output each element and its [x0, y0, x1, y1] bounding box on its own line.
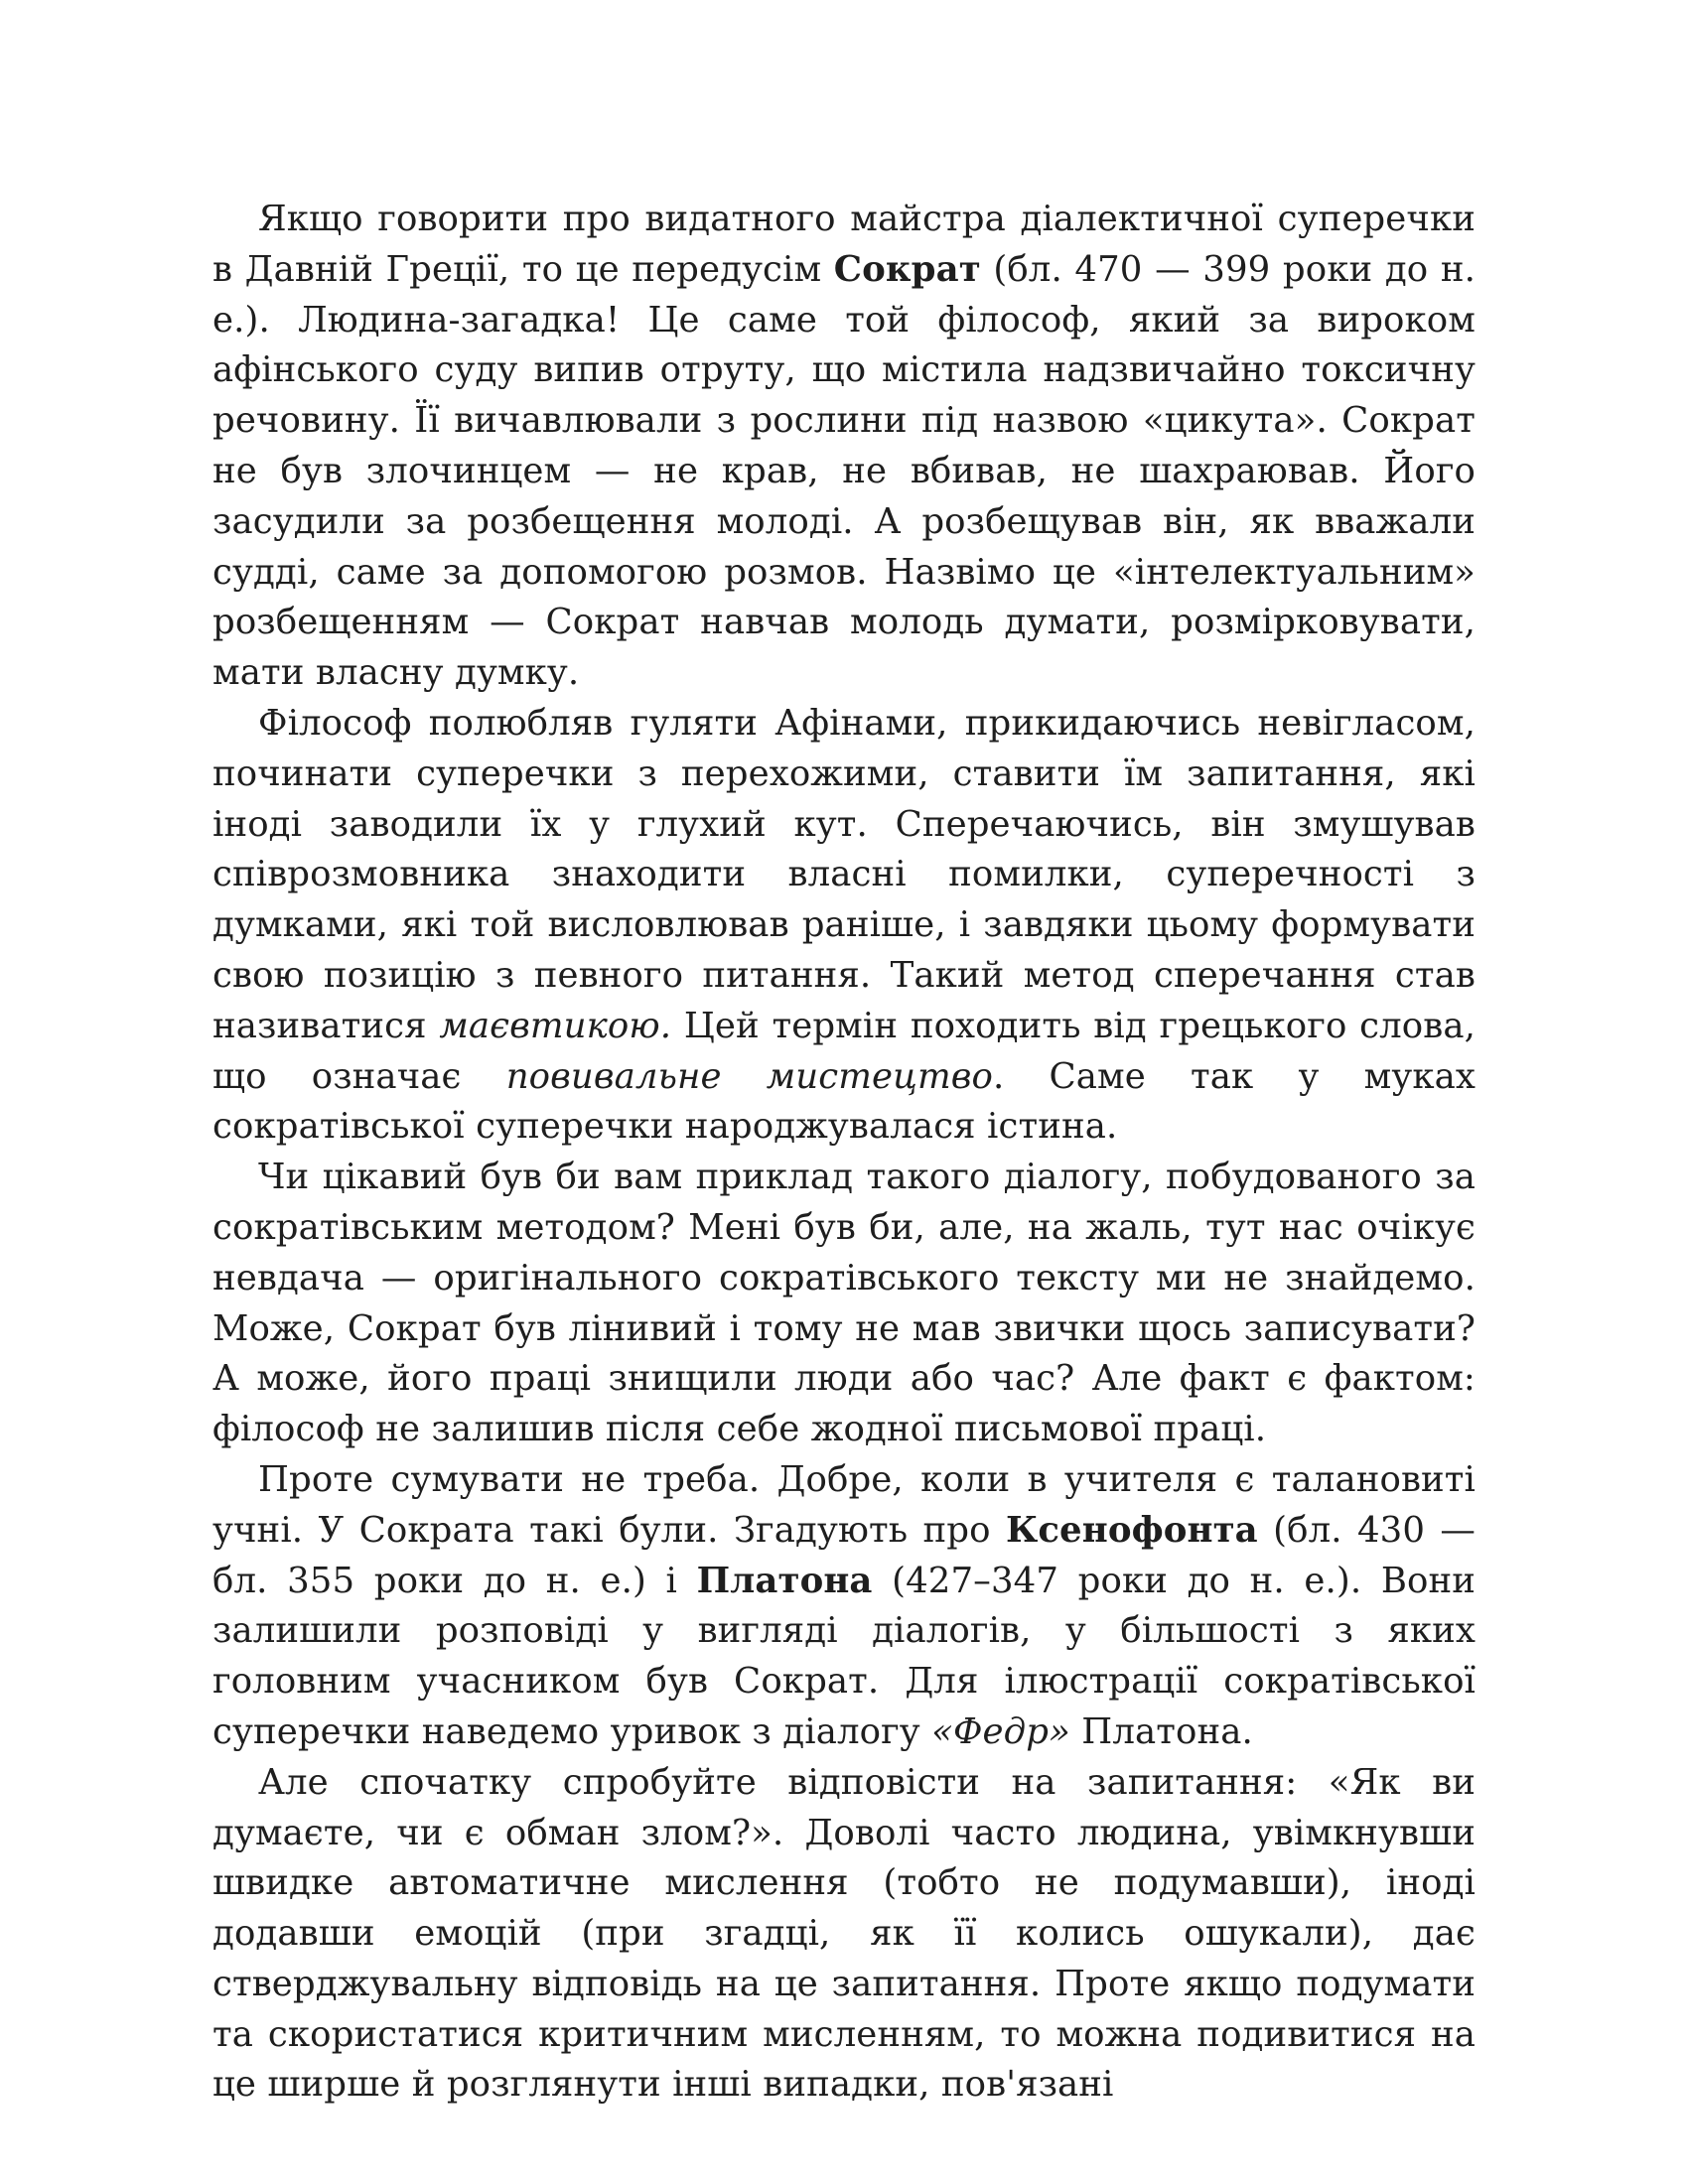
term-xenophon: Ксенофонта [1005, 1509, 1258, 1551]
text-segment: Чи цікавий був би вам приклад такого діалогу, побудованого за сократівським методом? Мені був би, але, на жаль, тут нас очікує невдача — оригінального сократівського тексту ми не знайдемо. Може, Сократ був лінивий і тому не мав звички щось записувати? А може, його праці знищили люди або час? Але факт є фактом: філософ не залишив після себе жодної письмової праці. [212, 1157, 1476, 1450]
paragraph-deception-question [212, 1758, 1476, 2112]
text-segment: (бл. 430 — бл. 355 роки до н. е.) і [212, 1509, 1476, 1601]
text-segment: Філософ полюбляв гуляти Афінами, прикидаючись невігласом, починати суперечки з перехожими, ставити їм запитання, які іноді заводили їх у глухий кут. Сперечаючись, він змушував співрозмовника знаходити власні помилки, суперечності з думками, які той висловлював раніше, і завдяки цьому формувати свою позицію з певного питання. Такий метод сперечання став називатися [212, 702, 1476, 1046]
text-segment: Але спочатку спробуйте відповісти на запитання: «Як ви думаєте, чи є обман злом?». Доволі часто людина, увімкнувши швидке автоматичне мислення (тобто не подумавши), іноді додавши емоцій (при згадці, як її колись ошукали), дає стверджувальну відповідь на це запитання. Проте якщо подумати та скористатися критичним мисленням, то можна подивитися на це ширше й розглянути інші випадки, пов'язані [212, 1761, 1476, 2106]
term-socrates: Сократ [833, 248, 981, 290]
title-phaedrus: «Федр» [931, 1710, 1070, 1752]
term-maieutics: маєвтикою. [439, 1005, 672, 1046]
paragraph-no-writings [212, 1153, 1476, 1455]
text-segment: Цей термін походить від грецького слова, що означає [212, 1005, 1476, 1097]
text-segment: Якщо говорити про видатного майстра діалектичної суперечки в Давній Греції, то це передусім [212, 199, 1476, 290]
text-segment: . Саме так у муках сократівської суперечки народжувалася істина. [212, 1055, 1477, 1148]
term-midwifery-art: повивальне мистецтво [505, 1055, 993, 1097]
term-plato: Платона [696, 1560, 873, 1601]
text-segment: Проте сумувати не треба. Добре, коли в учителя є талановиті учні. У Сократа такі були. Згадують про [212, 1458, 1476, 1551]
text-segment: Платона. [1069, 1710, 1253, 1752]
paragraph-socrates-intro [212, 195, 1476, 699]
paragraph-students [212, 1455, 1476, 1758]
body-text [212, 195, 1476, 2111]
paragraph-maieutics [212, 699, 1476, 1153]
text-segment: (бл. 470 — 399 роки до н. е.). Людина-загадка! Це саме той філософ, який за вироком афінського суду випив отруту, що містила надзвичайно токсичну речовину. Її вичавлювали з рослини під назвою «цикута». Сократ не був злочинцем — не крав, не вбивав, не шахраював. Його засудили за розбещення молоді. А розбещував він, як вважали судді, саме за допомогою розмов. Назвімо це «інтелектуальним» розбещенням — Сократ навчав молодь думати, розмірковувати, мати власну думку. [212, 248, 1476, 694]
text-segment: (427–347 роки до н. е.). Вони залишили розповіді у вигляді діалогів, у більшості з яких головним учасником був Сократ. Для ілюстрації сократівської суперечки наведемо уривок з діалогу [212, 1560, 1476, 1752]
